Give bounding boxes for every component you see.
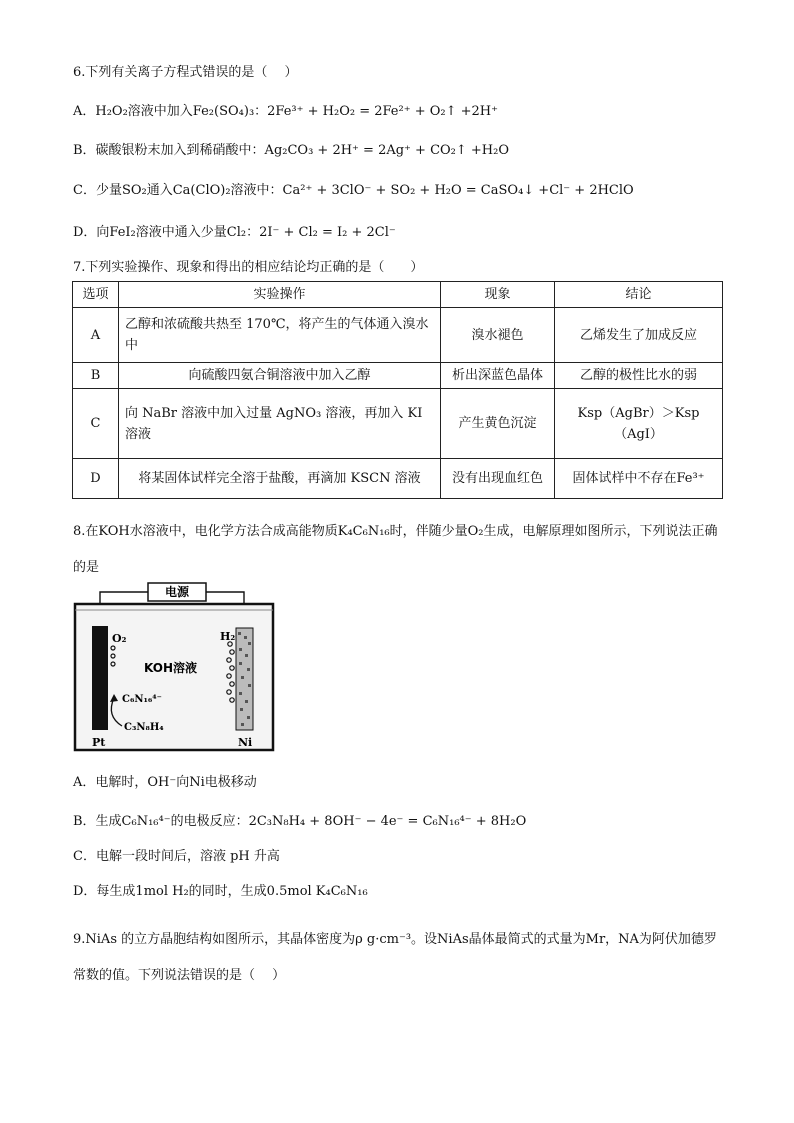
product-label: C₆N₁₆⁴⁻ xyxy=(122,694,162,705)
row-c-operation: 向 NaBr 溶液中加入过量 AgNO₃ 溶液，再加入 KI 溶液 xyxy=(119,389,441,459)
q9-stem: 9.NiAs 的立方晶胞结构如图所示，其晶体密度为ρ g·cm⁻³。设NiAs晶体最简式的式量为Mr，NA为阿伏加德罗常数的值。下列说法错误的是（ ） xyxy=(73,932,717,983)
row-b-phenomenon: 析出深蓝色晶体 xyxy=(441,363,555,389)
row-a-option: A xyxy=(73,308,119,363)
q6-option-b: B．碳酸银粉末加入到稀硝酸中：Ag₂CO₃ + 2H⁺ = 2Ag⁺ + CO₂↑ +H₂O xyxy=(73,143,510,158)
header-conclusion: 结论 xyxy=(555,282,723,308)
q6-option-a: A．H₂O₂溶液中加入Fe₂(SO₄)₃：2Fe³⁺ + H₂O₂ = 2Fe²⁺ + O₂↑ +2H⁺ xyxy=(73,104,498,119)
q8-option-a: A．电解时，OH⁻向Ni电极移动 xyxy=(73,775,257,790)
o2-label: O₂ xyxy=(112,632,127,645)
q6-option-c: C．少量SO₂通入Ca(ClO)₂溶液中：Ca²⁺ + 3ClO⁻ + SO₂ + H₂O = CaSO₄↓ +Cl⁻ + 2HClO xyxy=(73,183,634,198)
row-a-phenomenon: 溴水褪色 xyxy=(441,308,555,363)
q6-option-d: D．向FeI₂溶液中通入少量Cl₂：2I⁻ + Cl₂ = I₂ + 2Cl⁻ xyxy=(73,225,396,240)
row-b-conclusion: 乙醇的极性比水的弱 xyxy=(555,363,723,389)
q8-stem: 8.在KOH水溶液中，电化学方法合成高能物质K₄C₆N₁₆时，伴随少量O₂生成，电解原理如图所示，下列说法正确的是 xyxy=(73,524,718,575)
electrolysis-diagram xyxy=(72,580,276,754)
h2-label: H₂ xyxy=(220,630,236,643)
table-row xyxy=(73,308,723,363)
table-header-row xyxy=(73,282,723,308)
row-a-conclusion: 乙烯发生了加成反应 xyxy=(555,308,723,363)
ni-label: Ni xyxy=(238,736,253,749)
q8-option-d: D．每生成1mol H₂的同时，生成0.5mol K₄C₆N₁₆ xyxy=(73,884,368,899)
row-d-operation: 将某固体试样完全溶于盐酸，再滴加 KSCN 溶液 xyxy=(119,459,441,499)
q8-option-c: C．电解一段时间后，溶液 pH 升高 xyxy=(73,849,280,864)
row-d-conclusion: 固体试样中不存在Fe³⁺ xyxy=(555,459,723,499)
row-d-option: D xyxy=(73,459,119,499)
table-row xyxy=(73,459,723,499)
experiment-table xyxy=(72,281,723,499)
q6-stem: 6.下列有关离子方程式错误的是（ ） xyxy=(73,65,298,80)
pt-electrode xyxy=(92,626,108,730)
header-operation: 实验操作 xyxy=(119,282,441,308)
header-option: 选项 xyxy=(73,282,119,308)
q7-stem: 7.下列实验操作、现象和得出的相应结论均正确的是（ ） xyxy=(73,260,424,275)
row-d-phenomenon: 没有出现血红色 xyxy=(441,459,555,499)
row-c-option: C xyxy=(73,389,119,459)
table-row xyxy=(73,363,723,389)
row-b-option: B xyxy=(73,363,119,389)
row-a-operation: 乙醇和浓硫酸共热至 170℃，将产生的气体通入溴水中 xyxy=(119,308,441,363)
q8-option-b: B．生成C₆N₁₆⁴⁻的电极反应：2C₃N₈H₄ + 8OH⁻ − 4e⁻ = C₆N₁₆⁴⁻ + 8H₂O xyxy=(73,814,527,829)
power-source-label: 电源 xyxy=(164,585,190,599)
solution-label: KOH溶液 xyxy=(144,661,198,675)
row-b-operation: 向硫酸四氨合铜溶液中加入乙醇 xyxy=(119,363,441,389)
pt-label: Pt xyxy=(92,736,106,749)
row-c-phenomenon: 产生黄色沉淀 xyxy=(441,389,555,459)
table-row xyxy=(73,389,723,459)
reactant-label: C₃N₈H₄ xyxy=(124,722,164,733)
row-c-conclusion: Ksp（AgBr）＞Ksp（AgI） xyxy=(555,389,723,459)
header-phenomenon: 现象 xyxy=(441,282,555,308)
